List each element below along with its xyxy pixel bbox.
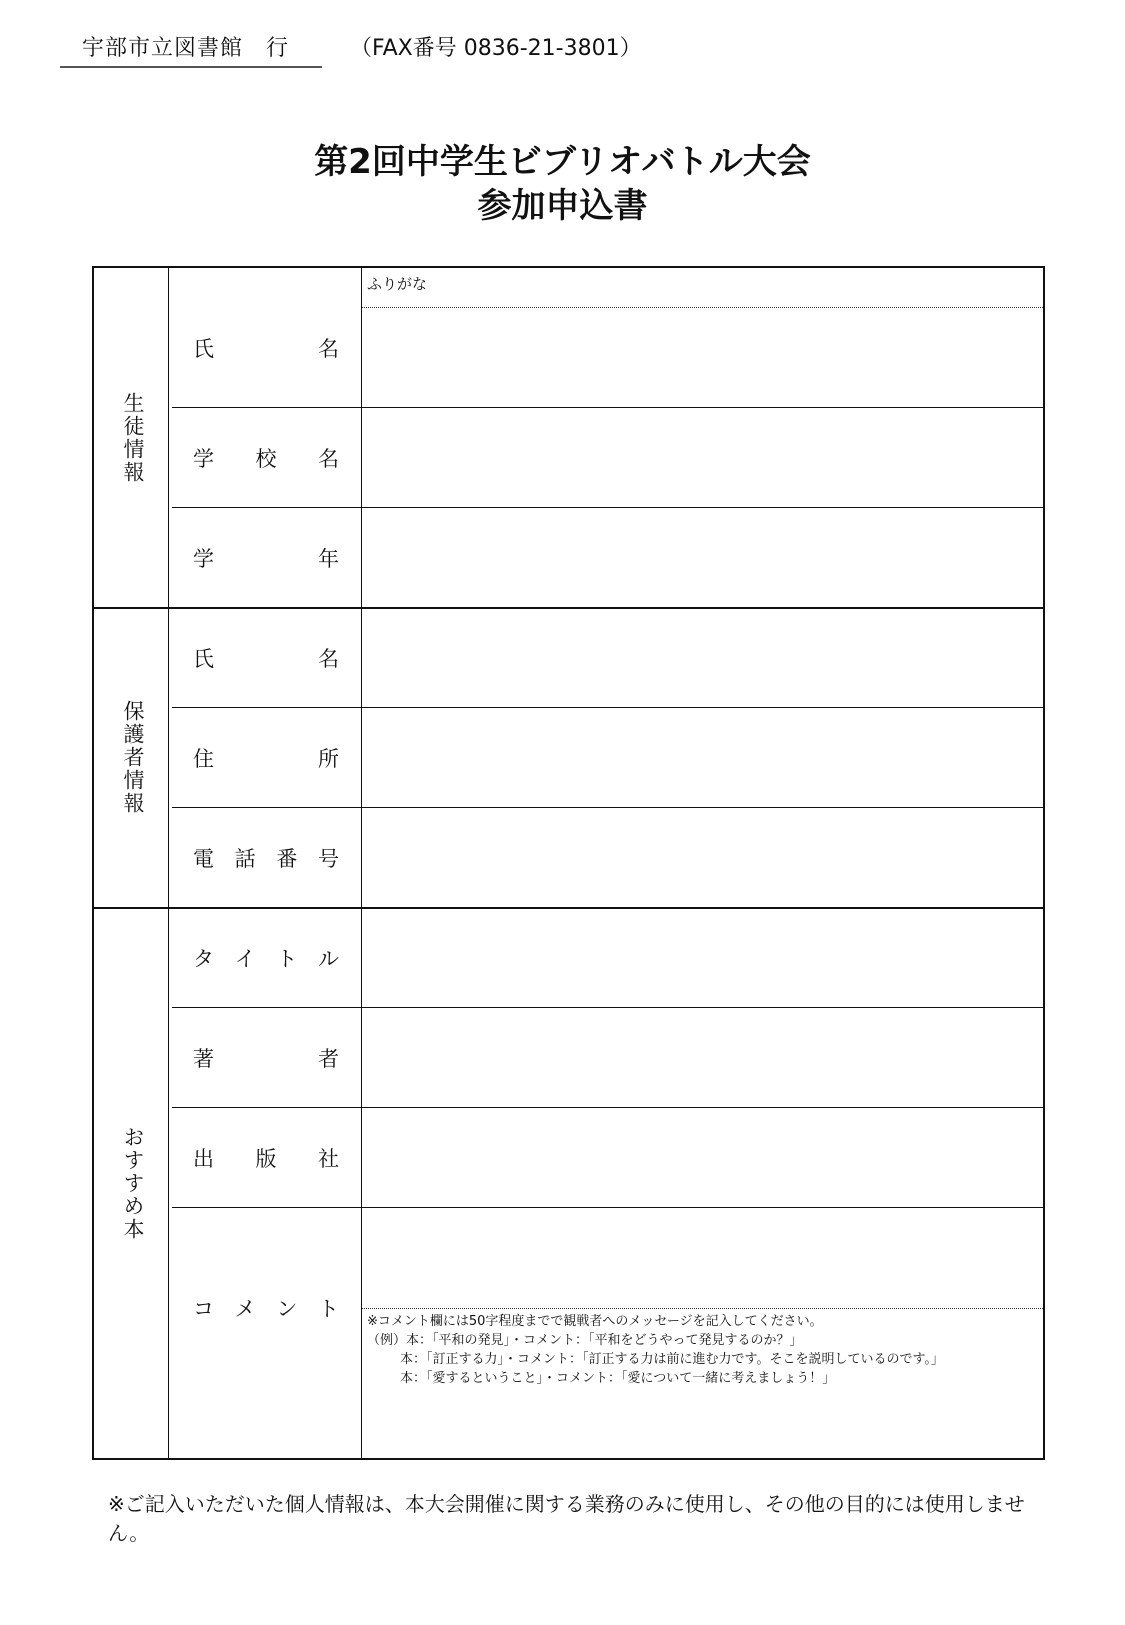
grade-field[interactable] <box>362 508 1043 607</box>
title-line-2: 参加申込書 <box>477 186 648 226</box>
guardian-name-field[interactable] <box>362 608 1043 707</box>
comment-field[interactable] <box>362 1208 1043 1308</box>
comment-example-line: 本：「訂正する力」・コメント：「訂正する力は前に進む力です。そこを説明しているのです。」 <box>400 1352 944 1367</box>
label-grade: 学 年 <box>193 546 339 571</box>
book-title-field[interactable] <box>362 908 1043 1007</box>
addressee <box>60 34 322 68</box>
title-line-1: 第2回中学生ビブリオバトル大会 <box>314 142 811 182</box>
furigana-label: ふりがな <box>367 275 428 293</box>
comment-example-line: 本：「愛するということ」・コメント：「愛について一緒に考えましょう！」 <box>400 1371 836 1386</box>
comment-example-line: （例）本：「平和の発見」・コメント：「平和をどうやって発見するのか？」 <box>367 1333 803 1348</box>
author-field[interactable] <box>362 1008 1043 1107</box>
label-school-name: 学 校 名 <box>193 446 339 471</box>
label-publisher: 出 版 社 <box>193 1146 339 1171</box>
comment-notes-divider <box>362 1308 1043 1309</box>
label-comment: コ メ ン ト <box>193 1297 339 1321</box>
section-title: おすすめ本 <box>121 1125 145 1241</box>
comment-note-line: ※コメント欄には50字程度までで観戦者へのメッセージを記入してください。 <box>367 1314 823 1329</box>
label-address: 住 所 <box>193 746 339 771</box>
addressee-text: 宇部市立図書館 行 <box>82 36 290 61</box>
address-field[interactable] <box>362 708 1043 807</box>
phone-number-field[interactable] <box>362 808 1043 907</box>
fax-number: （FAX番号 0836-21-3801） <box>350 36 642 61</box>
section-title: 生徒情報 <box>121 391 145 484</box>
comment-notes <box>367 1312 944 1388</box>
section-student-info <box>94 268 172 607</box>
publisher-field[interactable] <box>362 1108 1043 1207</box>
section-recommended-book <box>94 908 172 1458</box>
school-name-field[interactable] <box>362 408 1043 507</box>
label-guardian-name: 氏 名 <box>193 646 339 671</box>
label-author: 著 者 <box>193 1046 339 1071</box>
addressee-underline <box>60 66 322 68</box>
privacy-note: ※ご記入いただいた個人情報は、本大会開催に関する業務のみに使用し、その他の目的には使用しません。 <box>108 1492 1025 1545</box>
section-guardian-info <box>94 608 172 907</box>
student-name-field[interactable] <box>362 268 1043 407</box>
label-book-title: タ イ ト ル <box>193 946 339 971</box>
label-student-name: 氏 名 <box>193 337 339 361</box>
application-form <box>92 266 1045 1460</box>
form-title <box>0 140 1125 228</box>
label-phone-number: 電 話 番 号 <box>193 846 339 871</box>
section-title: 保護者情報 <box>121 700 145 815</box>
